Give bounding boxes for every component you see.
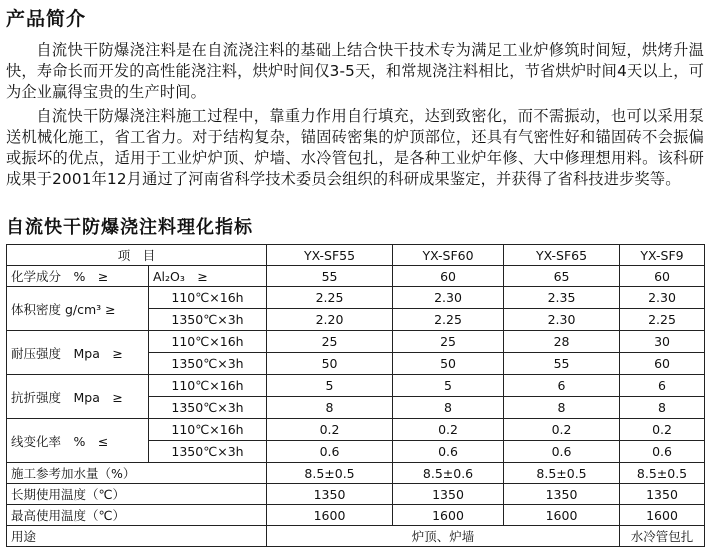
- cell-value: 0.2: [393, 419, 504, 441]
- cell-value: 55: [267, 266, 393, 287]
- row-condition: 110℃×16h: [149, 287, 267, 309]
- cell-value: 1350: [504, 484, 620, 505]
- cell-value: 2.30: [504, 309, 620, 331]
- cell-value: 2.25: [267, 287, 393, 309]
- cell-value: 8.5±0.6: [393, 463, 504, 484]
- table-row: [7, 419, 705, 441]
- intro-heading: 产品简介: [6, 8, 87, 30]
- row-label: 最高使用温度（℃）: [7, 505, 267, 526]
- cell-value: 55: [504, 353, 620, 375]
- row-condition: 110℃×16h: [149, 419, 267, 441]
- cell-value: 8: [267, 397, 393, 419]
- cell-value: 2.25: [620, 309, 705, 331]
- cell-value: 0.2: [504, 419, 620, 441]
- cell-value: 2.30: [393, 287, 504, 309]
- cell-value: 1600: [620, 505, 705, 526]
- header-model: YX-SF60: [393, 245, 504, 266]
- cell-value: 5: [393, 375, 504, 397]
- table-row: [7, 484, 705, 505]
- cell-value: 1350: [267, 484, 393, 505]
- cell-value: 0.6: [504, 441, 620, 463]
- cell-value: 30: [620, 331, 705, 353]
- table-row: [7, 331, 705, 353]
- cell-value: 1350: [620, 484, 705, 505]
- cell-value: 8: [393, 397, 504, 419]
- cell-value: 2.30: [620, 287, 705, 309]
- intro-paragraph-1: 自流快干防爆浇注料是在自流浇注料的基础上结合快干技术专为满足工业炉修筑时间短，烘烤升温快，寿命长而开发的高性能浇注料，烘炉时间仅3-5天，和常规浇注料相比，节省烘炉时间4天以上，可为企业赢得宝贵的生产时间。: [6, 41, 704, 101]
- header-model: YX-SF55: [267, 245, 393, 266]
- table-row: [7, 526, 705, 547]
- table-row: [7, 375, 705, 397]
- row-label: 体积密度 g/cm³ ≥: [7, 287, 149, 331]
- header-model: YX-SF9: [620, 245, 705, 266]
- cell-value: 8.5±0.5: [620, 463, 705, 484]
- cell-value: 50: [393, 353, 504, 375]
- cell-value: 65: [504, 266, 620, 287]
- usage-main: 炉顶、炉墙: [267, 526, 620, 547]
- row-condition: 1350℃×3h: [149, 441, 267, 463]
- cell-value: 25: [267, 331, 393, 353]
- spec-table: [6, 244, 705, 547]
- row-condition: 110℃×16h: [149, 331, 267, 353]
- cell-value: 8: [504, 397, 620, 419]
- table-row: [7, 266, 705, 287]
- cell-value: 0.2: [267, 419, 393, 441]
- cell-value: 8.5±0.5: [504, 463, 620, 484]
- row-label: 施工参考加水量（%）: [7, 463, 267, 484]
- row-label: 抗折强度 Mpa ≥: [7, 375, 149, 419]
- row-condition: 110℃×16h: [149, 375, 267, 397]
- cell-value: 0.6: [393, 441, 504, 463]
- row-label: 长期使用温度（℃）: [7, 484, 267, 505]
- cell-value: 8: [620, 397, 705, 419]
- row-label: 化学成分 % ≥: [7, 266, 149, 287]
- table-row: [7, 287, 705, 309]
- table-header-row: [7, 245, 705, 266]
- row-condition: 1350℃×3h: [149, 397, 267, 419]
- cell-value: 5: [267, 375, 393, 397]
- cell-value: 6: [504, 375, 620, 397]
- cell-value: 60: [620, 266, 705, 287]
- row-condition: 1350℃×3h: [149, 309, 267, 331]
- cell-value: 25: [393, 331, 504, 353]
- row-label: 用途: [7, 526, 267, 547]
- cell-value: 2.35: [504, 287, 620, 309]
- cell-value: 0.2: [620, 419, 705, 441]
- usage-last: 水冷管包扎: [620, 526, 705, 547]
- cell-value: 1350: [393, 484, 504, 505]
- row-condition: Al₂O₃ ≥: [149, 266, 267, 287]
- cell-value: 1600: [504, 505, 620, 526]
- cell-value: 50: [267, 353, 393, 375]
- cell-value: 8.5±0.5: [267, 463, 393, 484]
- cell-value: 1600: [393, 505, 504, 526]
- row-condition: 1350℃×3h: [149, 353, 267, 375]
- cell-value: 60: [620, 353, 705, 375]
- cell-value: 60: [393, 266, 504, 287]
- header-model: YX-SF65: [504, 245, 620, 266]
- cell-value: 2.20: [267, 309, 393, 331]
- row-label: 线变化率 % ≤: [7, 419, 149, 463]
- cell-value: 0.6: [620, 441, 705, 463]
- cell-value: 1600: [267, 505, 393, 526]
- table-row: [7, 505, 705, 526]
- cell-value: 6: [620, 375, 705, 397]
- cell-value: 28: [504, 331, 620, 353]
- header-item: 项 目: [7, 245, 267, 266]
- intro-paragraph-2: 自流快干防爆浇注料施工过程中，靠重力作用自行填充，达到致密化，而不需振动，也可以采用泵送机械化施工，省工省力。对于结构复杂，锚固砖密集的炉顶部位，还具有气密性好和锚固砖不会振偏或振坏的优点，适用于工业炉炉顶、炉墙、水冷管包扎，是各种工业炉年修、大中修理想用料。该科研成果于2001年12月通过了河南省科学技术委员会组织的科研成果鉴定，并获得了省科技进步奖等。: [6, 107, 704, 188]
- cell-value: 2.25: [393, 309, 504, 331]
- table-row: [7, 463, 705, 484]
- table-heading: 自流快干防爆浇注料理化指标: [6, 217, 253, 238]
- row-label: 耐压强度 Mpa ≥: [7, 331, 149, 375]
- cell-value: 0.6: [267, 441, 393, 463]
